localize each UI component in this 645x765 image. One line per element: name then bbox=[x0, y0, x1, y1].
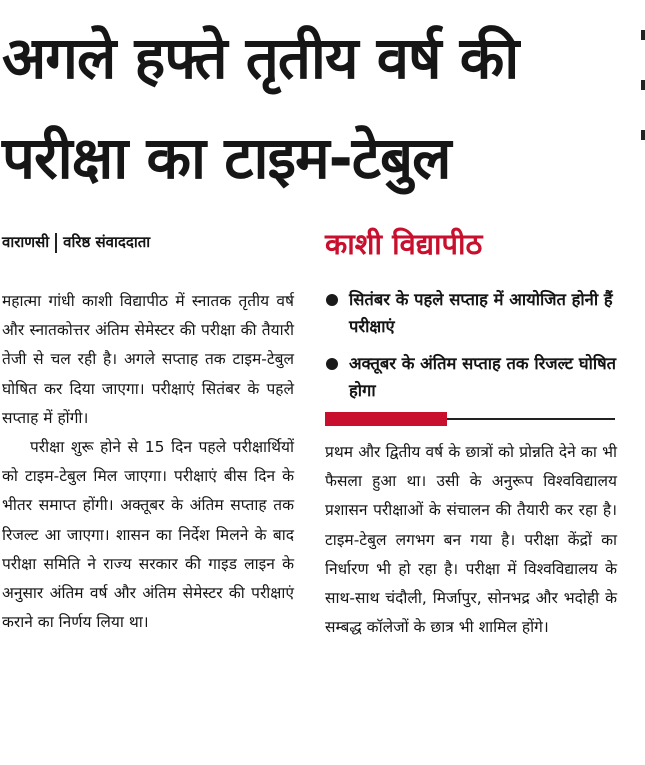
byline-city: वाराणसी bbox=[2, 233, 50, 251]
article-paragraph-2: परीक्षा शुरू होने से 15 दिन पहले परीक्षार्थियों को टाइम-टेबुल मिल जाएगा। परीक्षाएं बीस दिन के भीतर समाप्त होंगी। अक्तूबर के अंतिम सप्ताह तक रिजल्ट आ जाएगा। शासन का निर्देश मिलने के बाद परीक्षा समिति ने राज्य सरकार की गाइड लाइन के अनुसार अंतिम वर्ष और अंतिम सेमेस्टर की परीक्षाएं कराने का निर्णय लिया था। bbox=[2, 438, 294, 632]
edge-mark bbox=[641, 80, 645, 90]
section-divider bbox=[325, 412, 615, 426]
highlight-bullet-1 bbox=[325, 286, 625, 340]
highlight-bullet-text: सितंबर के पहले सप्ताह में आयोजित होनी हैं परीक्षाएं bbox=[349, 290, 613, 336]
headline-line-2: परीक्षा का टाइम-टेबुल bbox=[2, 124, 451, 192]
highlight-bullets bbox=[325, 286, 625, 414]
sidebar-title: काशी विद्यापीठ bbox=[325, 227, 483, 261]
divider-thin-line bbox=[447, 418, 615, 420]
article-left-column bbox=[2, 287, 294, 637]
highlight-bullet-text: अक्तूबर के अंतिम सप्ताह तक रिजल्ट घोषित होगा bbox=[349, 354, 617, 400]
byline bbox=[2, 232, 150, 253]
bullet-dot-icon bbox=[326, 294, 338, 306]
article-paragraph-3: प्रथम और द्वितीय वर्ष के छात्रों को प्रोन्नति देने का भी फैसला हुआ था। उसी के अनुरूप विश्वविद्यालय प्रशासन परीक्षाओं के संचालन की तैयारी कर रहा है। टाइम-टेबुल लगभग बन गया है। परीक्षा केंद्रों का निर्धारण भी हो रहा है। परीक्षा में विश्वविद्यालय के साथ-साथ चंदौली, मिर्जापुर, सोनभद्र और भदोही के सम्बद्ध कॉलेजों के छात्र भी शामिल होंगे। bbox=[325, 443, 617, 637]
adjacent-article-edge bbox=[641, 30, 645, 180]
article-right-column bbox=[325, 438, 617, 642]
byline-separator bbox=[55, 233, 57, 253]
edge-mark bbox=[641, 130, 645, 140]
headline bbox=[2, 8, 638, 208]
divider-red-bar bbox=[325, 412, 447, 426]
edge-mark bbox=[641, 30, 645, 40]
highlight-bullet-2 bbox=[325, 350, 625, 404]
headline-line-1: अगले हफ्ते तृतीय वर्ष की bbox=[2, 24, 519, 92]
byline-author: वरिष्ठ संवाददाता bbox=[63, 233, 151, 251]
bullet-dot-icon bbox=[326, 358, 338, 370]
article-paragraph-1: महात्मा गांधी काशी विद्यापीठ में स्नातक तृतीय वर्ष और स्नातकोत्तर अंतिम सेमेस्टर की परीक्षा की तैयारी तेजी से चल रही है। अगले सप्ताह तक टाइम-टेबुल घोषित कर दिया जाएगा। परीक्षाएं सितंबर के पहले सप्ताह में होंगी। bbox=[2, 292, 294, 427]
